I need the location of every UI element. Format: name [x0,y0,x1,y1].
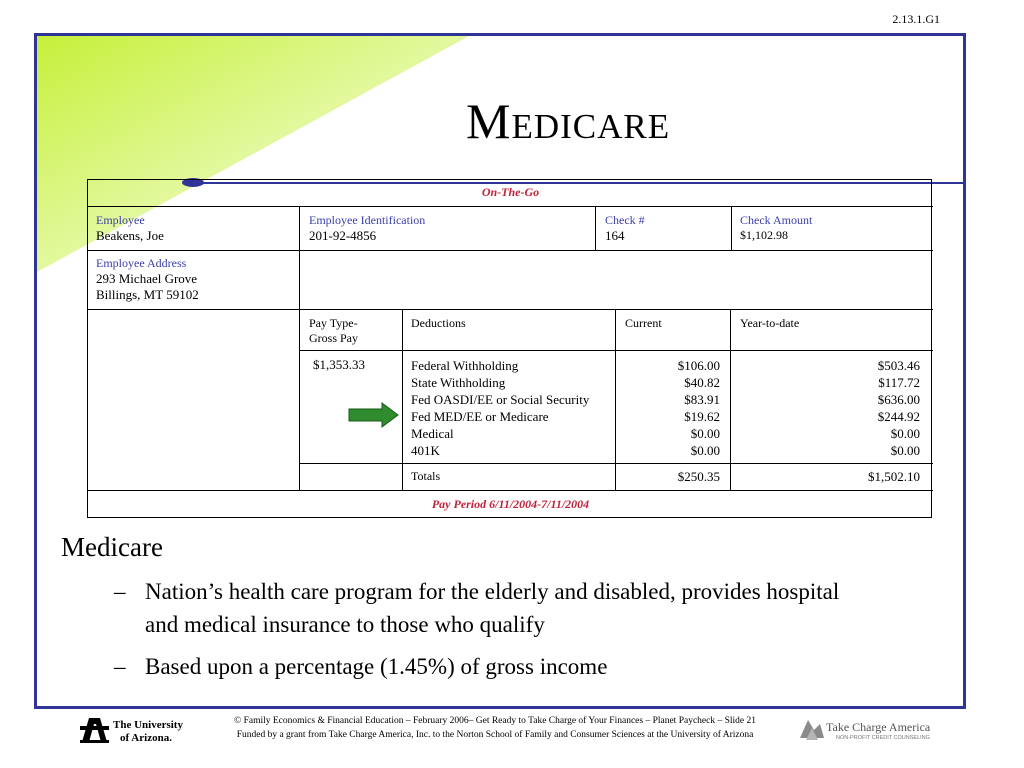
bullet-dash: – [114,654,126,679]
deduction-name: Fed OASDI/EE or Social Security [411,392,590,407]
deduction-ytd: $636.00 [877,392,920,407]
company-name: On-The-Go [481,185,540,199]
totals-ytd: $1,502.10 [868,469,920,484]
content-heading: Medicare [61,532,163,562]
deduction-name: Federal Withholding [411,358,519,373]
totals-label: Totals [411,469,441,483]
bullet-line: and medical insurance to those who qualify [145,612,545,637]
employee-id: 201-92-4856 [309,228,377,243]
stub-col-divider [731,206,732,250]
footer-line: Funded by a grant from Take Charge America, Inc. to the Norton School of Family and Consumer Sciences at the University of Arizona [236,730,754,740]
slide-title: Medicare [466,93,671,149]
deduction-current: $19.62 [684,409,720,424]
stub-divider [299,463,933,464]
pay-stub [87,179,932,518]
deduction-current-values [620,357,720,459]
pay-type-header [309,316,358,346]
stub-divider [88,309,933,310]
pay-period: Pay Period 6/11/2004-7/11/2004 [431,497,590,511]
deduction-name: Medical [411,426,454,441]
employee-cell [96,213,164,244]
address-line: 293 Michael Grove [96,271,198,286]
employee-id-cell [309,213,425,244]
deduction-current: $0.00 [690,443,720,458]
employee-id-label: Employee Identification [309,213,426,227]
deduction-name: State Withholding [411,375,506,390]
ua-logo-text: of Arizona. [120,732,172,744]
stub-col-divider [595,206,596,250]
stub-col-divider [299,206,300,490]
deduction-current: $106.00 [677,358,720,373]
bullet-line: Based upon a percentage (1.45%) of gross income [145,654,608,679]
current-header: Current [625,316,662,330]
pay-type-header-line: Gross Pay [309,331,359,345]
bullet-text [145,575,945,641]
deduction-current: $0.00 [690,426,720,441]
deduction-ytd-values [738,357,920,459]
deduction-names [411,357,589,459]
bullet-line: Nation’s health care program for the elderly and disabled, provides hospital [145,579,840,604]
employee-name: Beakens, Joe [96,228,164,243]
stub-col-divider [402,309,403,490]
footer-line: © Family Economics & Financial Education – February 2006– Get Ready to Take Charge of Your Finances – Planet Paycheck – Slide 21 [233,716,756,726]
check-number-cell [605,213,645,244]
check-number: 164 [605,228,625,243]
bullet-text [145,650,945,683]
address-line: Billings, MT 59102 [96,287,199,302]
stub-col-divider [615,309,616,490]
ytd-header: Year-to-date [740,316,800,330]
tc-logo-text: Take Charge America [826,720,931,734]
deduction-current: $83.91 [684,392,720,407]
university-of-arizona-logo [80,716,192,744]
employee-label: Employee [96,213,145,227]
deduction-ytd: $244.92 [877,409,920,424]
deduction-ytd: $0.00 [890,443,920,458]
deductions-header: Deductions [411,316,466,330]
check-amount-cell [740,213,812,243]
pay-type-header-line: Pay Type- [309,316,358,330]
right-arrow-icon [348,402,400,428]
stub-divider [88,490,933,491]
deduction-current: $40.82 [684,375,720,390]
check-amount: $1,102.98 [740,228,788,242]
deduction-ytd: $0.00 [890,426,920,441]
deduction-name: 401K [411,443,440,458]
stub-divider [299,350,933,351]
totals-current: $250.35 [677,469,720,484]
check-number-label: Check # [605,213,645,227]
stub-divider [88,206,933,207]
address-label: Employee Address [96,256,187,270]
check-amount-label: Check Amount [740,213,813,227]
tc-logo-subtext: NON-PROFIT CREDIT COUNSELING [836,735,930,741]
stub-col-divider [730,309,731,490]
take-charge-america-logo [798,716,948,744]
bullet-dash: – [114,579,126,604]
deduction-ytd: $503.46 [877,358,920,373]
deduction-name: Fed MED/EE or Medicare [411,409,549,424]
footer-text [195,714,795,742]
slide-code: 2.13.1.G1 [892,12,940,26]
address-cell [96,256,199,303]
ua-logo-text: The University [113,719,183,731]
gross-pay: $1,353.33 [313,357,365,372]
deduction-ytd: $117.72 [878,375,920,390]
stub-divider [88,250,933,251]
